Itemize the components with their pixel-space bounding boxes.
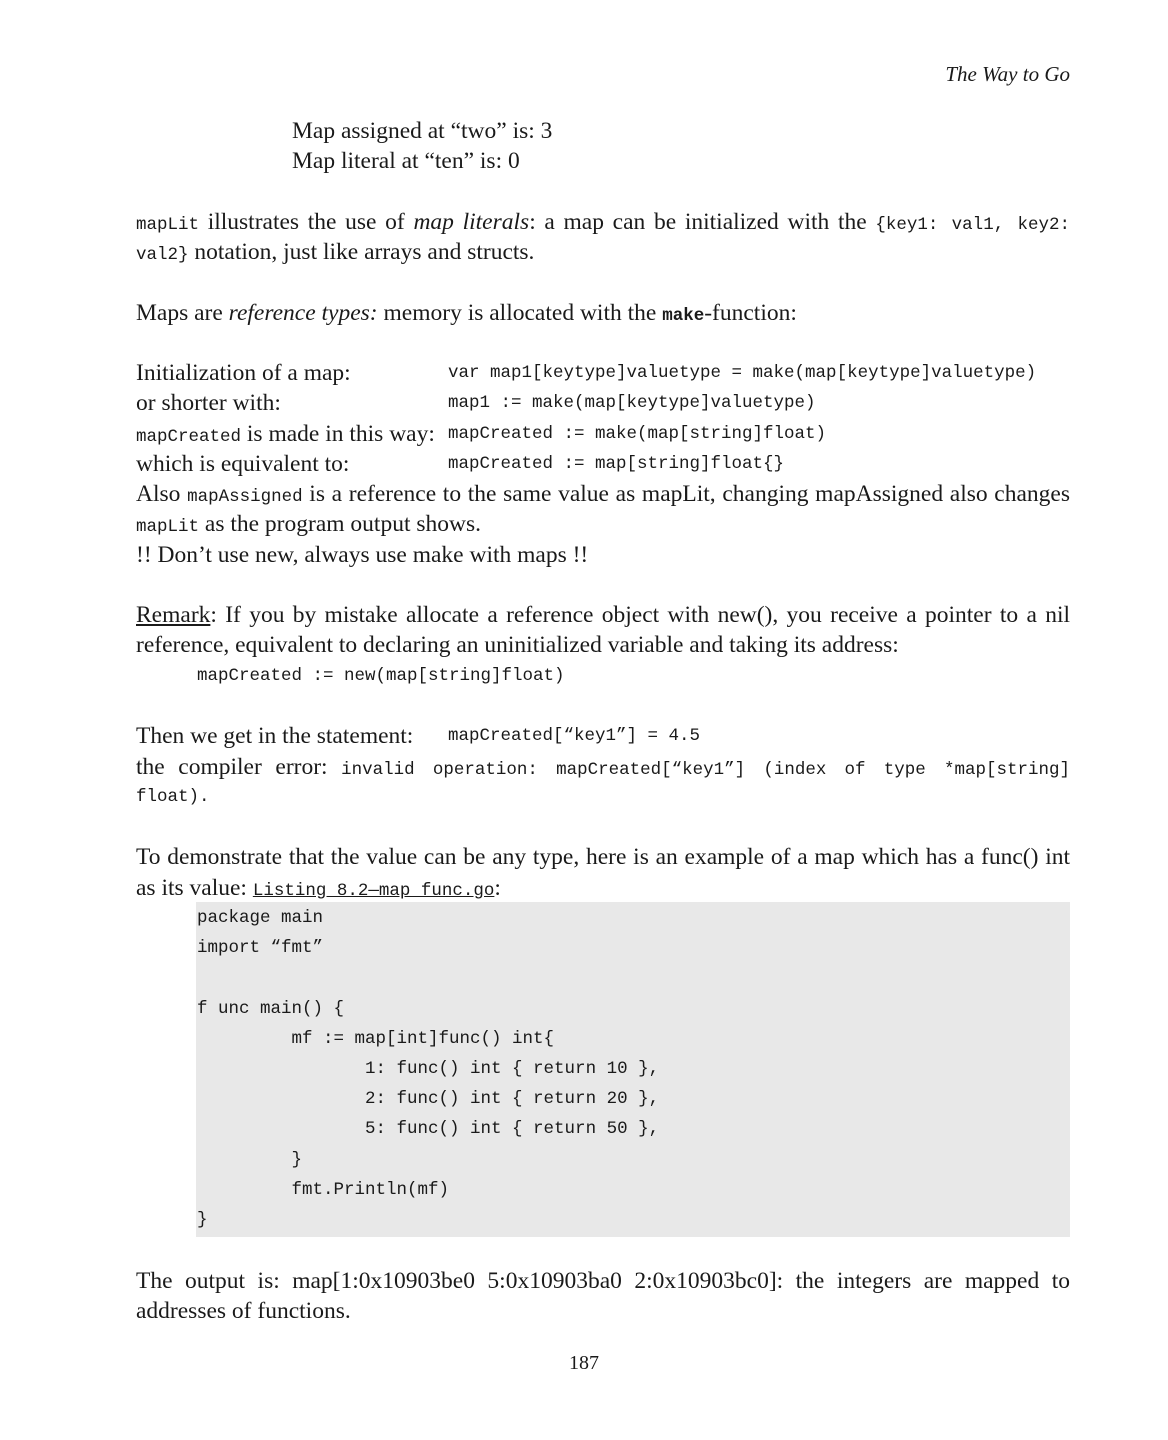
code-line xyxy=(197,963,659,993)
compiler-error-line1: the compiler error: invalid operation: mapCreated[“key1”] (index of type *map[string] xyxy=(136,754,1070,780)
init-table-code: mapCreated := make(map[string]float) xyxy=(448,424,827,444)
maplit-paragraph-line2: val2} notation, just like arrays and structs. xyxy=(136,239,535,265)
code-line: f unc main() { xyxy=(197,998,345,1019)
inline-code: mapLit xyxy=(136,517,200,537)
also-paragraph-line2: mapLit as the program output shows. xyxy=(136,511,481,537)
listing-link[interactable]: Listing 8.2—map_func.go xyxy=(252,881,495,901)
inline-code: mapAssigned xyxy=(187,487,303,507)
inline-code: mapCreated xyxy=(136,427,242,447)
inline-code: mapLit xyxy=(136,215,200,235)
emphasis: reference types: xyxy=(228,300,378,326)
warning-line: !! Don’t use new, always use make with maps !! xyxy=(136,542,589,568)
output-line: Map assigned at “two” is: 3 xyxy=(292,118,553,144)
init-table-label: which is equivalent to: xyxy=(136,451,350,477)
page-number: 187 xyxy=(569,1352,599,1374)
inline-code: invalid operation: mapCreated[“key1”] (index of type *map[string] xyxy=(341,760,1070,780)
code-line: import “fmt” xyxy=(197,938,324,959)
remark-code: mapCreated := new(map[string]float) xyxy=(197,666,565,686)
inline-code: make xyxy=(662,306,705,326)
inline-code: {key1: val1, key2: xyxy=(875,215,1071,235)
reftypes-paragraph: Maps are reference types: memory is allocated with the make-function: xyxy=(136,300,797,326)
remark-paragraph: Remark: If you by mistake allocate a reference object with new(), you receive a pointer to a nil reference, equivalent to declaring an uninitialized variable and taking its address: xyxy=(136,602,1070,658)
init-table-label: Initialization of a map: xyxy=(136,360,351,386)
code-line: 5: func() int { return 50 }, xyxy=(197,1119,660,1140)
code-line: 1: func() int { return 10 }, xyxy=(197,1058,660,1079)
init-table-label: or shorter with: xyxy=(136,390,281,416)
code-line: mf := map[int]func() int{ xyxy=(197,1028,555,1049)
maplit-paragraph-line1: mapLit illustrates the use of map literals: a map can be initialized with the {key1: val1, key2: xyxy=(136,209,1071,235)
code-line: } xyxy=(197,1209,208,1230)
func-paragraph-line2: as its value: Listing 8.2—map_func.go: xyxy=(136,875,501,901)
init-table-code: map1 := make(map[keytype]valuetype) xyxy=(448,393,816,413)
code-listing xyxy=(197,903,659,1235)
init-table-code: mapCreated := map[string]float{} xyxy=(448,454,785,474)
code-line: package main xyxy=(197,908,324,928)
code-line: fmt.Println(mf) xyxy=(197,1179,450,1200)
running-header: The Way to Go xyxy=(945,62,1070,86)
init-table-label: mapCreated is made in this way: xyxy=(136,421,435,447)
output-paragraph-line1: The output is: map[1:0x10903be0 5:0x10903ba0 2:0x10903bc0]: the integers are mapped to xyxy=(136,1268,1070,1294)
init-table-code: var map1[keytype]valuetype = make(map[keytype]valuetype) xyxy=(448,363,1037,383)
func-paragraph-line1: To demonstrate that the value can be any type, here is an example of a map which has a func() int xyxy=(136,844,1070,870)
output-line: Map literal at “ten” is: 0 xyxy=(292,148,520,174)
emphasis: map literals xyxy=(413,209,530,235)
code-line: } xyxy=(197,1149,303,1170)
statement-code: mapCreated[“key1”] = 4.5 xyxy=(448,726,701,746)
compiler-error-line2: float). xyxy=(136,787,210,807)
also-paragraph-line1: Also mapAssigned is a reference to the same value as mapLit, changing mapAssigned also changes xyxy=(136,481,1070,507)
inline-code: val2} xyxy=(136,245,189,265)
code-line: 2: func() int { return 20 }, xyxy=(197,1089,660,1110)
remark-label: Remark xyxy=(136,602,211,628)
output-paragraph-line2: addresses of functions. xyxy=(136,1298,351,1324)
statement-label: Then we get in the statement: xyxy=(136,723,414,749)
